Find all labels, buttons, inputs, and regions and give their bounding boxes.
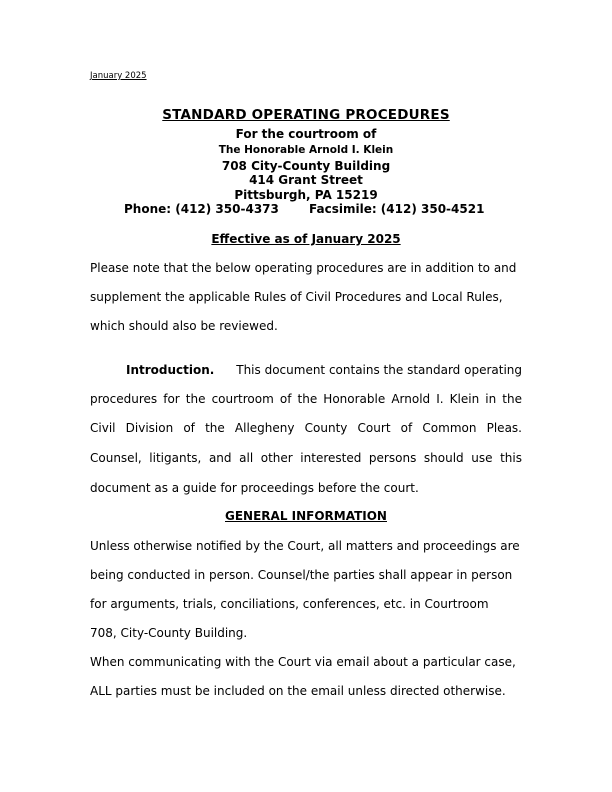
document-title: STANDARD OPERATING PROCEDURES	[162, 107, 450, 123]
phone-number: Phone: (412) 350-4373	[124, 202, 279, 216]
judge-name: The Honorable Arnold I. Klein	[218, 144, 394, 156]
general-info-line: 708, City-County Building.	[90, 626, 248, 640]
document-date: January 2025	[90, 71, 147, 81]
introduction-label	[126, 363, 214, 377]
preamble-line: which should also be reviewed.	[90, 319, 278, 333]
effective-date-heading: Effective as of January 2025	[211, 232, 401, 246]
fax-number: Facsimile: (412) 350-4521	[309, 202, 485, 216]
address-city: Pittsburgh, PA 15219	[234, 188, 378, 202]
preamble-line: supplement the applicable Rules of Civil Procedures and Local Rules,	[90, 290, 503, 304]
general-information-heading: GENERAL INFORMATION	[225, 509, 387, 523]
general-info-line: When communicating with the Court via email about a particular case,	[90, 655, 516, 669]
address-street: 414 Grant Street	[249, 173, 363, 187]
introduction-line: document as a guide for proceedings before the court.	[90, 481, 419, 495]
preamble-line: Please note that the below operating procedures are in addition to and	[90, 261, 517, 275]
general-info-line: Unless otherwise notified by the Court, all matters and proceedings are	[90, 539, 520, 553]
introduction-line: Counsel, litigants, and all other interested persons should use this	[90, 451, 522, 465]
introduction-first-line: This document contains the standard operating	[236, 363, 522, 377]
general-info-line: being conducted in person. Counsel/the parties shall appear in person	[90, 568, 513, 582]
address-room: 708 City-County Building	[221, 159, 391, 173]
general-info-line: ALL parties must be included on the email unless directed otherwise.	[90, 684, 506, 698]
introduction-line: Civil Division of the Allegheny County Court of Common Pleas.	[90, 421, 522, 435]
general-info-line: for arguments, trials, conciliations, conferences, etc. in Courtroom	[90, 597, 489, 611]
courtroom-subtitle: For the courtroom of	[235, 127, 377, 141]
introduction-line: procedures for the courtroom of the Honorable Arnold I. Klein in the	[90, 392, 522, 406]
introduction-heading: Introduction.	[126, 363, 215, 377]
